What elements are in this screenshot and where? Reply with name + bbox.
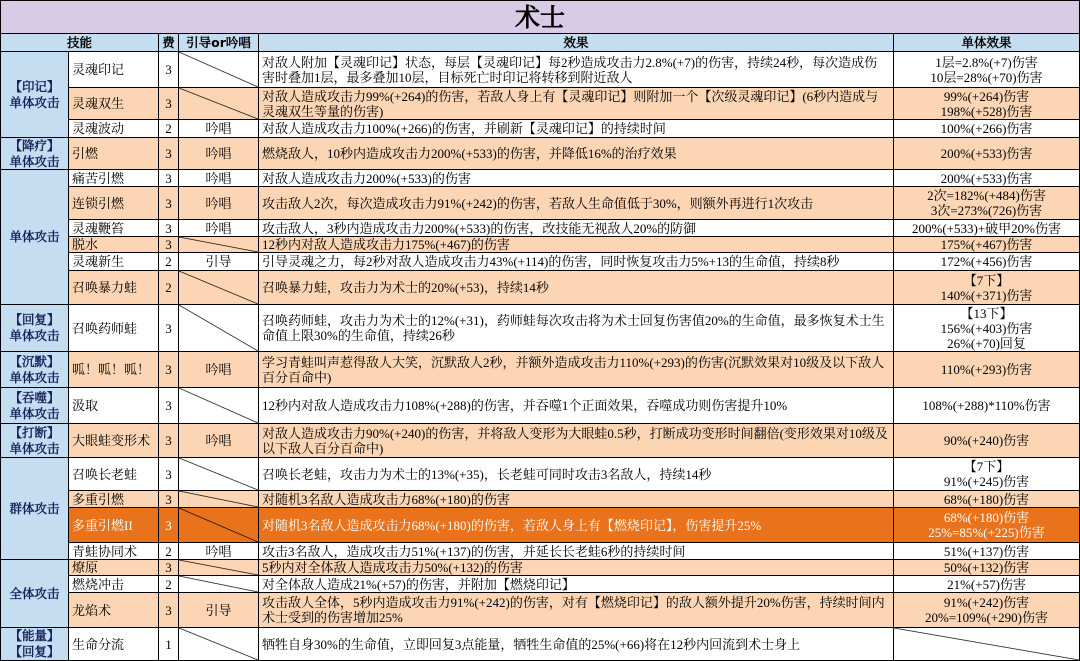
- skill-effect-text: 牺牲自身30%的生命值，立即回复3点能量，牺牲生命值的25%(+66)将在12秒内回流到术士身上: [262, 636, 801, 652]
- skill-cost-value: 3: [165, 96, 172, 111]
- single-target-effect: [894, 187, 1080, 220]
- skill-cost-value: 3: [165, 398, 172, 413]
- single-effect-line: 200%(+533)+破甲20%伤害: [912, 220, 1061, 236]
- single-effect-line: 【7下】: [963, 272, 1010, 288]
- skill-name-text: 连锁引燃: [72, 195, 125, 211]
- single-effect-line: 110%(+293)伤害: [940, 362, 1033, 377]
- single-target-effect: [894, 458, 1080, 491]
- skill-name: [69, 576, 159, 593]
- skill-cost-value: 3: [165, 62, 172, 77]
- single-effect-line: 50%(+132)伤害: [943, 560, 1030, 575]
- category-label: 【能量】: [9, 628, 60, 643]
- skill-cost-value: 3: [165, 146, 172, 161]
- single-target-effect: [894, 271, 1080, 305]
- single-target-effect: [894, 253, 1080, 271]
- skill-guide-empty: [179, 491, 259, 508]
- single-effect-line: 68%(+180)伤害: [943, 491, 1030, 507]
- skill-cost: [159, 187, 179, 220]
- skill-effect: [259, 88, 894, 120]
- single-effect-line: 51%(+137)伤害: [943, 543, 1030, 559]
- single-effect-line: 91%(+245)伤害: [943, 474, 1030, 489]
- single-effect-line: 172%(+456)伤害: [940, 254, 1033, 269]
- category-cell: [1, 424, 69, 458]
- skill-cost-value: 3: [165, 433, 172, 448]
- skill-cost-value: 3: [165, 195, 172, 211]
- category-label: 【吞噬】: [9, 389, 60, 405]
- skill-guide-text: 引导: [205, 254, 232, 269]
- single-target-effect: [894, 388, 1080, 424]
- category-label: 【印记】: [9, 78, 60, 94]
- category-cell: [1, 388, 69, 424]
- skill-guide-empty: [179, 305, 259, 352]
- skill-guide-text: 吟唱: [205, 433, 232, 448]
- skill-name: [69, 220, 159, 237]
- skill-effect-text: 燃烧敌人，10秒内造成攻击力200%(+533)的伤害，并降低16%的治疗效果: [262, 146, 677, 161]
- skill-cost-value: 3: [165, 362, 172, 377]
- category-label: 单体攻击: [9, 328, 60, 343]
- skill-guide-empty: [179, 458, 259, 491]
- skill-effect-text: 引导灵魂之力，每2秒对敌人造成攻击力43%(+114)的伤害，同时恢复攻击力5%+13的生命值，持续8秒: [262, 254, 840, 269]
- skill-name: [69, 388, 159, 424]
- single-effect-line: 68%(+180)伤害: [943, 510, 1030, 525]
- skill-effect-text: 对敌人附加【灵魂印记】状态，每层【灵魂印记】每2秒造成攻击力2.8%(+7)的伤害，持续24秒，每次造成伤害时叠加1层，最多叠加10层，目标死亡时印记将转移到附近敌人: [262, 54, 878, 85]
- skill-name-text: 脱水: [72, 237, 99, 252]
- skill-guide-text: 引导: [205, 602, 232, 618]
- skill-guide: [179, 120, 259, 138]
- single-target-effect: [894, 491, 1080, 508]
- skill-name-text: 龙焰术: [72, 602, 112, 618]
- skill-name-text: 多重引燃II: [72, 517, 133, 533]
- single-target-effect: [894, 352, 1080, 388]
- skill-cost: [159, 220, 179, 237]
- skill-name-text: 召唤暴力蛙: [72, 280, 138, 295]
- skill-guide: [179, 187, 259, 220]
- skill-cost: [159, 628, 179, 661]
- skill-name: [69, 253, 159, 271]
- skill-cost: [159, 138, 179, 170]
- single-effect-line: 100%(+266)伤害: [940, 121, 1033, 136]
- skill-effect: [259, 253, 894, 271]
- single-effect-line: 99%(+264)伤害: [943, 88, 1030, 104]
- skill-cost: [159, 424, 179, 458]
- skill-name: [69, 138, 159, 170]
- skill-name-text: 燃烧冲击: [72, 576, 125, 592]
- single-effect-line: 91%(+242)伤害: [943, 595, 1030, 610]
- single-target-effect: [894, 88, 1080, 120]
- category-label: 群体攻击: [9, 500, 60, 516]
- skill-effect: [259, 271, 894, 305]
- skill-guide-empty: [179, 508, 259, 543]
- skill-effect: [259, 576, 894, 593]
- skill-cost-value: 3: [165, 220, 172, 236]
- category-cell: [1, 352, 69, 388]
- category-label: 【回复】: [9, 312, 60, 327]
- skill-effect-text: 对随机3名敌人造成攻击力68%(+180)的伤害: [262, 491, 510, 507]
- skill-effect-text: 召唤长老蛙，攻击力为术士的13%(+35)，长老蛙可同时攻击3名敌人，持续14秒: [262, 466, 712, 482]
- skill-cost: [159, 508, 179, 543]
- skill-name-text: 青蛙协同术: [72, 543, 138, 559]
- skill-cost-value: 3: [165, 466, 172, 482]
- category-label: 单体攻击: [9, 369, 60, 385]
- skill-effect-text: 召唤药师蛙，攻击力为术士的12%(+31)，药师蛙每次攻击将为术士回复伤害值20%的生命值，最多恢复术士生命值上限30%的生命值，持续26秒: [262, 313, 885, 343]
- skill-effect: [259, 138, 894, 170]
- skill-guide-text: 吟唱: [205, 362, 232, 377]
- skill-name: [69, 458, 159, 491]
- skill-name-text: 灵魂波动: [72, 121, 125, 136]
- skill-cost: [159, 120, 179, 138]
- skill-name-text: 痛苦引燃: [72, 170, 125, 186]
- skill-guide-text: 吟唱: [205, 220, 232, 236]
- single-effect-line: 156%(+403)伤害: [940, 320, 1033, 336]
- category-label: 单体攻击: [9, 440, 60, 456]
- skill-name: [69, 424, 159, 458]
- skill-cost: [159, 593, 179, 628]
- skill-cost: [159, 560, 179, 576]
- skill-guide: [179, 220, 259, 237]
- skill-name: [69, 593, 159, 628]
- skill-cost: [159, 491, 179, 508]
- header-single-effect: 单体效果: [894, 34, 1080, 52]
- skill-cost-value: 2: [165, 543, 172, 559]
- category-cell: [1, 458, 69, 560]
- skill-name-text: 汲取: [72, 398, 99, 413]
- skill-name: [69, 271, 159, 305]
- table-title: 术士: [1, 1, 1080, 34]
- skill-effect-text: 学习青蛙叫声惹得敌人大笑，沉默敌人2秒，并额外造成攻击力110%(+293)的伤害(沉默效果对10级及以下敌人百分百命中): [262, 354, 885, 385]
- header-guide: 引导or吟唱: [179, 34, 259, 52]
- category-label: 【沉默】: [9, 353, 60, 369]
- skill-effect-text: 5秒内对全体敌人造成攻击力50%(+132)的伤害: [262, 560, 523, 575]
- skill-effect: [259, 52, 894, 88]
- single-effect-line: 3次=273%(726)伤害: [930, 203, 1043, 218]
- skill-name-text: 召唤长老蛙: [72, 466, 138, 482]
- skill-cost: [159, 352, 179, 388]
- skill-cost-value: 3: [165, 320, 172, 336]
- category-label: 单体攻击: [9, 229, 60, 244]
- single-effect-line: 200%(+533)伤害: [940, 146, 1033, 161]
- skill-name-text: 灵魂印记: [72, 62, 125, 77]
- skill-cost-value: 3: [165, 237, 172, 252]
- skill-cost: [159, 576, 179, 593]
- skill-effect-text: 对全体敌人造成21%(+57)的伤害，并附加【燃烧印记】: [262, 576, 575, 592]
- single-target-effect: [894, 560, 1080, 576]
- single-effect-line: 198%(+528)伤害: [940, 103, 1033, 119]
- skill-effect: [259, 458, 894, 491]
- skill-effect-text: 对随机3名敌人造成攻击力68%(+180)的伤害，若敌人身上有【燃烧印记】，伤害提升25%: [262, 517, 762, 533]
- single-target-effect: [894, 237, 1080, 253]
- skill-cost: [159, 543, 179, 560]
- header-skill: 技能: [1, 34, 159, 52]
- skill-cost-value: 3: [165, 560, 172, 575]
- skill-cost-value: 2: [165, 254, 172, 269]
- skill-guide-empty: [179, 560, 259, 576]
- skill-name-text: 呱！呱！呱！: [72, 362, 151, 377]
- skill-effect-text: 对敌人造成攻击力200%(+533)的伤害: [262, 170, 471, 186]
- skill-effect-text: 攻击敌人，3秒内造成攻击力200%(+533)的伤害，改技能无视敌人20%的防御: [262, 220, 697, 236]
- skill-cost: [159, 170, 179, 187]
- single-effect-line: 25%=85%(+225)伤害: [928, 525, 1045, 540]
- single-effect-line: 140%(+371)伤害: [940, 287, 1033, 303]
- category-label: 单体攻击: [9, 94, 60, 110]
- single-effect-line: 200%(+533)伤害: [940, 170, 1033, 186]
- skill-guide-empty: [179, 576, 259, 593]
- skill-guide: [179, 138, 259, 170]
- skill-effect-text: 对敌人造成攻击力99%(+264)的伤害，若敌人身上有【灵魂印记】则附加一个【次级灵魂印记】(6秒内造成与灵魂双生等量的伤害): [262, 88, 879, 119]
- single-target-effect: [894, 543, 1080, 560]
- single-target-effect-empty: [894, 628, 1080, 661]
- skill-name-text: 大眼蛙变形术: [72, 433, 151, 448]
- single-effect-line: 90%(+240)伤害: [943, 433, 1030, 448]
- skill-effect-text: 对敌人造成攻击力100%(+266)的伤害，并刷新【灵魂印记】的持续时间: [262, 121, 666, 136]
- single-target-effect: [894, 576, 1080, 593]
- skill-name: [69, 170, 159, 187]
- skill-effect-text: 攻击敌人全体，5秒内造成攻击力91%(+242)的伤害，对有【燃烧印记】的敌人额外提升20%伤害，持续时间内术士受到的伤害增加25%: [262, 595, 885, 625]
- single-effect-line: 175%(+467)伤害: [940, 237, 1033, 252]
- skill-effect: [259, 388, 894, 424]
- skill-name: [69, 187, 159, 220]
- category-cell: [1, 628, 69, 661]
- single-target-effect: [894, 120, 1080, 138]
- single-target-effect: [894, 138, 1080, 170]
- single-target-effect: [894, 593, 1080, 628]
- single-effect-line: 26%(+70)回复: [947, 335, 1026, 351]
- skill-effect-text: 12秒内对敌人造成攻击力175%(+467)的伤害: [262, 237, 510, 252]
- category-label: 【回复】: [9, 644, 60, 659]
- category-label: 单体攻击: [9, 153, 60, 169]
- single-effect-line: 2次=182%(+484)伤害: [927, 188, 1046, 203]
- skill-cost: [159, 52, 179, 88]
- skill-effect: [259, 560, 894, 576]
- skill-name: [69, 88, 159, 120]
- skill-effect-text: 攻击敌人2次，每次造成攻击力91%(+242)的伤害，若敌人生命值低于30%，则额外再进行1次攻击: [262, 195, 814, 211]
- skill-name-text: 引燃: [72, 146, 99, 161]
- skill-name: [69, 508, 159, 543]
- single-effect-line: 10层=28%(+70)伤害: [930, 69, 1043, 85]
- single-effect-line: 108%(+288)*110%伤害: [922, 398, 1051, 413]
- skill-effect: [259, 352, 894, 388]
- skill-effect: [259, 170, 894, 187]
- skill-guide: [179, 593, 259, 628]
- skill-guide-text: 吟唱: [205, 121, 232, 136]
- single-target-effect: [894, 305, 1080, 352]
- skill-cost: [159, 253, 179, 271]
- single-target-effect: [894, 508, 1080, 543]
- skill-effect-text: 攻击3名敌人，造成攻击力51%(+137)的伤害，并延长长老蛙6秒的持续时间: [262, 543, 686, 559]
- header-cost: 费: [159, 34, 179, 52]
- skill-cost-value: 3: [165, 602, 172, 618]
- skill-cost: [159, 305, 179, 352]
- skill-name: [69, 52, 159, 88]
- skill-effect-text: 12秒内对敌人造成攻击力108%(+288)的伤害，并吞噬1个正面效果，吞噬成功则伤害提升10%: [262, 398, 788, 413]
- single-effect-line: 【7下】: [963, 459, 1010, 474]
- single-effect-line: 21%(+57)伤害: [947, 576, 1026, 592]
- skill-name: [69, 305, 159, 352]
- skill-guide-text: 吟唱: [205, 543, 232, 559]
- category-cell: [1, 560, 69, 628]
- skill-name: [69, 352, 159, 388]
- skill-name: [69, 491, 159, 508]
- skill-name: [69, 120, 159, 138]
- skill-guide: [179, 424, 259, 458]
- skill-name-text: 灵魂鞭笞: [72, 220, 125, 236]
- skill-cost: [159, 271, 179, 305]
- category-label: 全体攻击: [9, 585, 60, 601]
- category-label: 【降疗】: [9, 138, 60, 153]
- single-effect-line: 20%=109%(+290)伤害: [925, 610, 1048, 625]
- skill-guide: [179, 253, 259, 271]
- category-label: 【打断】: [9, 424, 60, 440]
- skill-cost-value: 3: [165, 491, 172, 507]
- skill-name: [69, 628, 159, 661]
- single-target-effect: [894, 424, 1080, 458]
- skill-guide-text: 吟唱: [205, 195, 232, 211]
- skill-cost-value: 2: [165, 280, 172, 295]
- single-effect-line: 【13下】: [960, 305, 1013, 321]
- skill-effect: [259, 220, 894, 237]
- skill-name-text: 生命分流: [72, 636, 125, 652]
- skill-effect: [259, 508, 894, 543]
- skill-guide-empty: [179, 237, 259, 253]
- skill-effect: [259, 628, 894, 661]
- category-label: 单体攻击: [9, 405, 60, 421]
- skill-effect-text: 召唤暴力蛙，攻击力为术士的20%(+53)，持续14秒: [262, 280, 549, 295]
- single-target-effect: [894, 220, 1080, 237]
- skill-cost-value: 2: [165, 121, 172, 136]
- single-target-effect: [894, 52, 1080, 88]
- skill-effect: [259, 593, 894, 628]
- skill-effect: [259, 305, 894, 352]
- single-effect-line: 1层=2.8%(+7)伤害: [935, 54, 1038, 70]
- skill-guide-empty: [179, 88, 259, 120]
- skill-cost: [159, 237, 179, 253]
- skill-name: [69, 237, 159, 253]
- single-target-effect: [894, 170, 1080, 187]
- skill-effect-text: 对敌人造成攻击力90%(+240)的伤害，并将敌人变形为大眼蛙0.5秒，打断成功变形时间翻倍(变形效果对10级及以下敌人百分百命中): [262, 425, 888, 456]
- category-cell: [1, 170, 69, 305]
- skill-name-text: 灵魂新生: [72, 254, 125, 269]
- category-cell: [1, 305, 69, 352]
- skill-cost: [159, 458, 179, 491]
- skill-guide: [179, 170, 259, 187]
- skill-effect: [259, 187, 894, 220]
- skill-guide-text: 吟唱: [205, 170, 232, 186]
- skill-guide: [179, 543, 259, 560]
- skill-effect: [259, 543, 894, 560]
- skill-cost-value: 1: [165, 636, 172, 652]
- skill-cost: [159, 388, 179, 424]
- skill-name: [69, 560, 159, 576]
- skill-guide-empty: [179, 271, 259, 305]
- skill-effect: [259, 120, 894, 138]
- skill-name-text: 燎原: [72, 560, 99, 575]
- skill-guide-empty: [179, 52, 259, 88]
- skill-effect: [259, 491, 894, 508]
- skill-name-text: 召唤药师蛙: [72, 320, 138, 336]
- skill-name-text: 多重引燃: [72, 491, 125, 507]
- skill-cost-value: 3: [165, 170, 172, 186]
- skill-guide-text: 吟唱: [205, 146, 232, 161]
- skill-guide-empty: [179, 628, 259, 661]
- category-cell: [1, 138, 69, 170]
- skill-name-text: 灵魂双生: [72, 96, 125, 111]
- skill-cost-value: 2: [165, 576, 172, 592]
- skill-effect: [259, 424, 894, 458]
- skill-name: [69, 543, 159, 560]
- skill-cost: [159, 88, 179, 120]
- skill-cost-value: 3: [165, 517, 172, 533]
- skill-guide: [179, 352, 259, 388]
- skill-guide-empty: [179, 388, 259, 424]
- skill-effect: [259, 237, 894, 253]
- category-cell: [1, 52, 69, 138]
- header-effect: 效果: [259, 34, 894, 52]
